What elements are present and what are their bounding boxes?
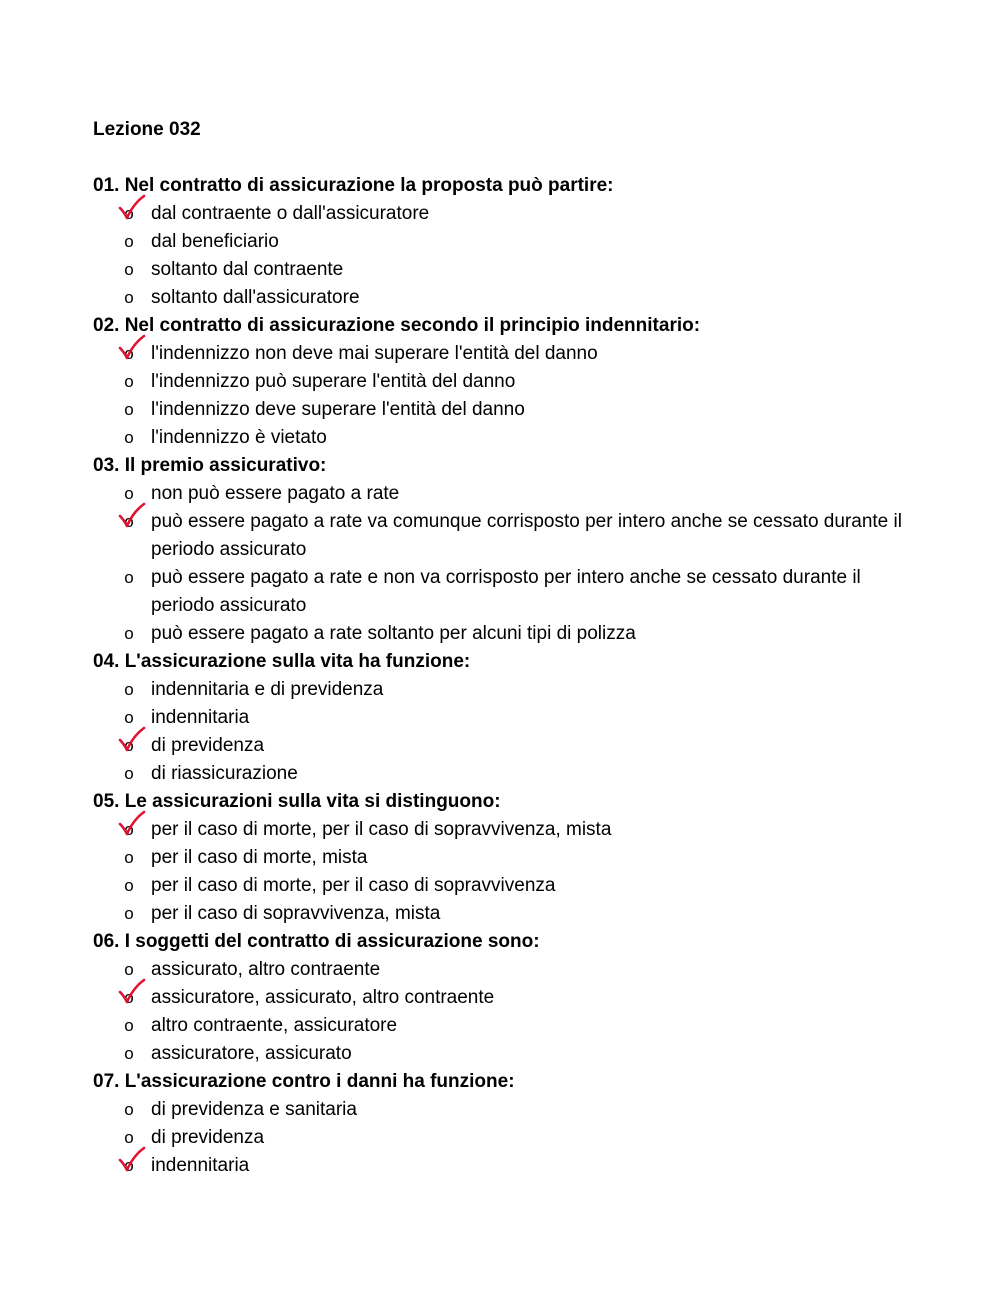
question-text: 04. L'assicurazione sulla vita ha funzione: [93,651,471,672]
question-block [93,788,913,928]
option-text: soltanto dall'assicuratore [151,287,360,308]
checkmark-icon [118,194,146,224]
lesson-title: Lezione 032 [93,119,201,140]
correct-option [93,732,913,760]
option [93,256,913,284]
option [93,1096,913,1124]
option-text: di riassicurazione [151,763,298,784]
option-text: l'indennizzo non deve mai superare l'entità del danno [151,343,598,364]
option-text: può essere pagato a rate e non va corrisposto per intero anche se cessato durante il periodo assicurato [151,567,861,616]
option-text: può essere pagato a rate soltanto per alcuni tipi di polizza [151,623,636,644]
option [93,228,913,256]
circle-bullet-icon: o [124,400,134,419]
circle-bullet-icon: o [124,820,134,839]
option-list [93,956,913,1068]
option [93,620,913,648]
circle-bullet-icon: o [124,288,134,307]
option [93,1124,913,1152]
option [93,424,913,452]
option-text: indennitaria [151,1155,250,1176]
question-text: 01. Nel contratto di assicurazione la proposta può partire: [93,175,614,196]
option-text: di previdenza [151,1127,265,1148]
option-text: l'indennizzo deve superare l'entità del danno [151,399,525,420]
circle-bullet-icon: o [124,344,134,363]
option [93,704,913,732]
circle-bullet-icon: o [124,512,134,531]
option [93,396,913,424]
option-list [93,200,913,312]
circle-bullet-icon: o [124,708,134,727]
option-text: dal contraente o dall'assicuratore [151,203,430,224]
question-text: 07. L'assicurazione contro i danni ha funzione: [93,1071,515,1092]
option [93,844,913,872]
correct-option [93,200,913,228]
question-block [93,312,913,452]
circle-bullet-icon: o [124,372,134,391]
option [93,480,913,508]
option-text: l'indennizzo può superare l'entità del danno [151,371,516,392]
option-text: per il caso di morte, per il caso di sopravvivenza [151,875,556,896]
option-text: soltanto dal contraente [151,259,344,280]
circle-bullet-icon: o [124,764,134,783]
option-text: altro contraente, assicuratore [151,1015,398,1036]
document-page [93,116,913,1180]
option-text: indennitaria e di previdenza [151,679,384,700]
circle-bullet-icon: o [124,260,134,279]
option-list [93,480,913,648]
circle-bullet-icon: o [124,904,134,923]
checkmark-icon [118,1146,146,1176]
option-text: assicuratore, assicurato, altro contraente [151,987,495,1008]
question-block [93,928,913,1068]
question-text: 06. I soggetti del contratto di assicurazione sono: [93,931,540,952]
checkmark-icon [118,726,146,756]
option-list [93,816,913,928]
circle-bullet-icon: o [124,848,134,867]
option [93,900,913,928]
circle-bullet-icon: o [124,1100,134,1119]
option [93,676,913,704]
question-block [93,1068,913,1180]
option-list [93,676,913,788]
circle-bullet-icon: o [124,1044,134,1063]
option [93,564,913,620]
circle-bullet-icon: o [124,876,134,895]
circle-bullet-icon: o [124,680,134,699]
circle-bullet-icon: o [124,960,134,979]
option-text: l'indennizzo è vietato [151,427,327,448]
checkmark-icon [118,978,146,1008]
option-list [93,340,913,452]
option-text: dal beneficiario [151,231,279,252]
question-list [93,172,913,1180]
circle-bullet-icon: o [124,988,134,1007]
circle-bullet-icon: o [124,568,134,587]
option-text: di previdenza e sanitaria [151,1099,357,1120]
option [93,284,913,312]
question-text: 02. Nel contratto di assicurazione secondo il principio indennitario: [93,315,701,336]
circle-bullet-icon: o [124,204,134,223]
circle-bullet-icon: o [124,1156,134,1175]
option-text: può essere pagato a rate va comunque corrisposto per intero anche se cessato durante il periodo assicurato [151,511,902,560]
circle-bullet-icon: o [124,484,134,503]
circle-bullet-icon: o [124,428,134,447]
correct-option [93,816,913,844]
question-text: 03. Il premio assicurativo: [93,455,327,476]
correct-option [93,508,913,564]
circle-bullet-icon: o [124,1128,134,1147]
option-text: non può essere pagato a rate [151,483,400,504]
checkmark-icon [118,810,146,840]
question-text: 05. Le assicurazioni sulla vita si distinguono: [93,791,501,812]
option-text: indennitaria [151,707,250,728]
question-block [93,452,913,648]
option [93,1040,913,1068]
option-text: di previdenza [151,735,265,756]
circle-bullet-icon: o [124,232,134,251]
option-text: assicurato, altro contraente [151,959,381,980]
option [93,368,913,396]
option-text: assicuratore, assicurato [151,1043,352,1064]
option [93,872,913,900]
correct-option [93,984,913,1012]
option [93,760,913,788]
checkmark-icon [118,502,146,532]
option-text: per il caso di sopravvivenza, mista [151,903,441,924]
circle-bullet-icon: o [124,624,134,643]
circle-bullet-icon: o [124,736,134,755]
option [93,1012,913,1040]
correct-option [93,340,913,368]
option-list [93,1096,913,1180]
option-text: per il caso di morte, mista [151,847,368,868]
correct-option [93,1152,913,1180]
question-block [93,648,913,788]
question-block [93,172,913,312]
circle-bullet-icon: o [124,1016,134,1035]
checkmark-icon [118,334,146,364]
option-text: per il caso di morte, per il caso di sopravvivenza, mista [151,819,612,840]
option [93,956,913,984]
